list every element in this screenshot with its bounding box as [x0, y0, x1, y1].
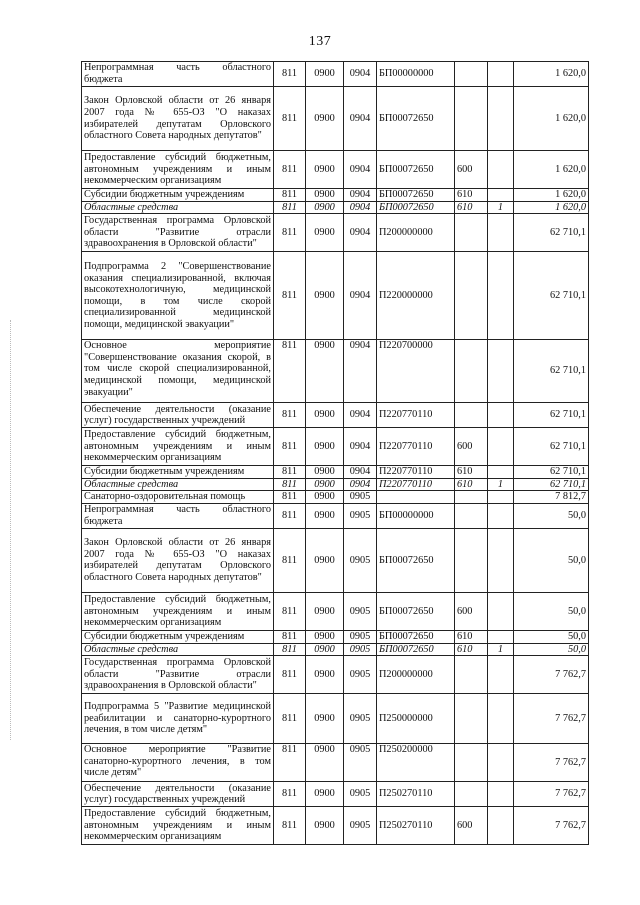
budget-table [81, 61, 589, 845]
row-grbs-code: 811 [274, 744, 306, 782]
row-name: Предоставление субсидий бюджетным, автономным учреждениям и иным некоммерческим организациям [82, 428, 274, 466]
row-expense-type [455, 656, 488, 694]
row-section-code: 0900 [306, 201, 344, 214]
row-subsection-code: 0904 [344, 403, 377, 428]
row-subsection-code: 0904 [344, 151, 377, 189]
row-target-article: БП00072650 [377, 630, 455, 643]
row-expense-type [455, 340, 488, 403]
row-grbs-code: 811 [274, 630, 306, 643]
row-grbs-code: 811 [274, 62, 306, 87]
row-section-code: 0900 [306, 744, 344, 782]
row-subsection-code: 0904 [344, 478, 377, 491]
row-subsection-code: 0905 [344, 503, 377, 528]
row-expense-type: 600 [455, 151, 488, 189]
table-row [82, 630, 589, 643]
row-expense-type: 610 [455, 189, 488, 202]
row-expense-type [455, 694, 488, 744]
row-grbs-code: 811 [274, 189, 306, 202]
row-target-article: БП00072650 [377, 201, 455, 214]
row-target-article: П250270110 [377, 782, 455, 807]
row-funding-source [488, 592, 514, 630]
row-amount: 62 710,1 [514, 466, 589, 479]
row-funding-source [488, 694, 514, 744]
row-funding-source [488, 807, 514, 845]
row-amount: 62 710,1 [514, 340, 589, 403]
row-grbs-code: 811 [274, 656, 306, 694]
row-name: Закон Орловской области от 26 января 2007 года № 655-ОЗ "О наказах избирателей депутатам Орловского областного Совета народных депутатов" [82, 528, 274, 592]
row-subsection-code: 0905 [344, 528, 377, 592]
table-row [82, 214, 589, 252]
row-grbs-code: 811 [274, 340, 306, 403]
row-amount: 7 762,7 [514, 807, 589, 845]
row-amount: 1 620,0 [514, 62, 589, 87]
row-name: Подпрограмма 5 "Развитие медицинской реабилитации и санаторно-курортного лечения, в том числе детям" [82, 694, 274, 744]
row-funding-source: 1 [488, 643, 514, 656]
row-section-code: 0900 [306, 782, 344, 807]
row-grbs-code: 811 [274, 201, 306, 214]
table-row [82, 151, 589, 189]
row-subsection-code: 0904 [344, 214, 377, 252]
table-row [82, 62, 589, 87]
table-row [82, 466, 589, 479]
table-row [82, 694, 589, 744]
page-number: 137 [308, 34, 332, 49]
row-grbs-code: 811 [274, 87, 306, 151]
row-grbs-code: 811 [274, 782, 306, 807]
row-amount: 62 710,1 [514, 403, 589, 428]
row-grbs-code: 811 [274, 643, 306, 656]
row-expense-type: 600 [455, 807, 488, 845]
row-expense-type [455, 214, 488, 252]
row-name: Субсидии бюджетным учреждениям [82, 630, 274, 643]
row-expense-type [455, 491, 488, 504]
row-name: Предоставление субсидий бюджетным, автономным учреждениям и иным некоммерческим организациям [82, 807, 274, 845]
row-amount: 1 620,0 [514, 87, 589, 151]
row-subsection-code: 0905 [344, 656, 377, 694]
row-funding-source [488, 491, 514, 504]
row-expense-type: 600 [455, 592, 488, 630]
row-section-code: 0900 [306, 151, 344, 189]
row-section-code: 0900 [306, 428, 344, 466]
row-amount: 1 620,0 [514, 201, 589, 214]
row-target-article: БП00072650 [377, 189, 455, 202]
row-amount: 50,0 [514, 643, 589, 656]
row-target-article: БП00072650 [377, 643, 455, 656]
row-funding-source [488, 62, 514, 87]
table-row [82, 252, 589, 340]
row-name: Санаторно-оздоровительная помощь [82, 491, 274, 504]
row-target-article: П250200000 [377, 744, 455, 782]
row-subsection-code: 0904 [344, 428, 377, 466]
row-name: Государственная программа Орловской области "Развитие отрасли здравоохранения в Орловской области" [82, 214, 274, 252]
row-expense-type [455, 62, 488, 87]
row-amount: 62 710,1 [514, 252, 589, 340]
row-section-code: 0900 [306, 528, 344, 592]
row-grbs-code: 811 [274, 592, 306, 630]
row-amount: 7 762,7 [514, 694, 589, 744]
row-subsection-code: 0904 [344, 62, 377, 87]
row-target-article: БП00000000 [377, 503, 455, 528]
row-funding-source [488, 782, 514, 807]
table-row [82, 478, 589, 491]
row-grbs-code: 811 [274, 807, 306, 845]
table-row [82, 201, 589, 214]
row-target-article: П200000000 [377, 656, 455, 694]
row-target-article: П250000000 [377, 694, 455, 744]
row-subsection-code: 0905 [344, 807, 377, 845]
table-row [82, 189, 589, 202]
row-expense-type [455, 782, 488, 807]
table-row [82, 528, 589, 592]
row-target-article: БП00072650 [377, 528, 455, 592]
scan-margin-dots [10, 320, 12, 740]
row-subsection-code: 0905 [344, 744, 377, 782]
row-funding-source [488, 403, 514, 428]
row-grbs-code: 811 [274, 151, 306, 189]
row-funding-source: 1 [488, 478, 514, 491]
row-amount: 62 710,1 [514, 428, 589, 466]
row-name: Непрограммная часть областного бюджета [82, 62, 274, 87]
row-target-article: БП00072650 [377, 592, 455, 630]
row-amount: 50,0 [514, 630, 589, 643]
row-expense-type: 610 [455, 630, 488, 643]
row-expense-type: 610 [455, 466, 488, 479]
row-subsection-code: 0905 [344, 694, 377, 744]
row-section-code: 0900 [306, 478, 344, 491]
row-target-article: П220770110 [377, 428, 455, 466]
row-section-code: 0900 [306, 340, 344, 403]
row-grbs-code: 811 [274, 694, 306, 744]
row-grbs-code: 811 [274, 428, 306, 466]
row-amount: 50,0 [514, 592, 589, 630]
row-amount: 1 620,0 [514, 151, 589, 189]
row-grbs-code: 811 [274, 503, 306, 528]
row-name: Подпрограмма 2 "Совершенствование оказания специализированной, включая высокотехнологичную, медицинской помощи, в том числе скорой специализированной медицинской помощи, медицинской эвакуации" [82, 252, 274, 340]
row-subsection-code: 0904 [344, 189, 377, 202]
table-row [82, 403, 589, 428]
row-amount: 7 812,7 [514, 491, 589, 504]
row-section-code: 0900 [306, 466, 344, 479]
row-subsection-code: 0905 [344, 630, 377, 643]
row-name: Обеспечение деятельности (оказание услуг) государственных учреждений [82, 403, 274, 428]
table-row [82, 503, 589, 528]
row-funding-source [488, 252, 514, 340]
row-target-article: БП00000000 [377, 62, 455, 87]
row-section-code: 0900 [306, 503, 344, 528]
table-row [82, 782, 589, 807]
row-name: Областные средства [82, 478, 274, 491]
row-expense-type [455, 503, 488, 528]
row-expense-type [455, 252, 488, 340]
row-name: Основное мероприятие "Совершенствование оказания скорой, в том числе скорой специализированной, медицинской помощи, медицинской эвакуации" [82, 340, 274, 403]
row-target-article [377, 491, 455, 504]
row-funding-source [488, 214, 514, 252]
row-name: Областные средства [82, 643, 274, 656]
row-grbs-code: 811 [274, 403, 306, 428]
row-funding-source [488, 428, 514, 466]
table-row [82, 87, 589, 151]
row-subsection-code: 0905 [344, 782, 377, 807]
row-target-article: П250270110 [377, 807, 455, 845]
table-row [82, 491, 589, 504]
row-amount: 7 762,7 [514, 782, 589, 807]
row-section-code: 0900 [306, 62, 344, 87]
table-row [82, 428, 589, 466]
row-subsection-code: 0904 [344, 466, 377, 479]
row-funding-source [488, 189, 514, 202]
row-target-article: П220770110 [377, 466, 455, 479]
table-row [82, 643, 589, 656]
row-section-code: 0900 [306, 252, 344, 340]
row-section-code: 0900 [306, 694, 344, 744]
row-name: Основное мероприятие "Развитие санаторно-курортного лечения, в том числе детям" [82, 744, 274, 782]
row-expense-type: 600 [455, 428, 488, 466]
row-subsection-code: 0905 [344, 491, 377, 504]
row-target-article: П220700000 [377, 340, 455, 403]
row-name: Государственная программа Орловской области "Развитие отрасли здравоохранения в Орловской области" [82, 656, 274, 694]
row-subsection-code: 0904 [344, 252, 377, 340]
row-target-article: П200000000 [377, 214, 455, 252]
row-expense-type [455, 528, 488, 592]
row-section-code: 0900 [306, 403, 344, 428]
row-section-code: 0900 [306, 592, 344, 630]
row-section-code: 0900 [306, 214, 344, 252]
row-name: Областные средства [82, 201, 274, 214]
row-grbs-code: 811 [274, 252, 306, 340]
row-expense-type: 610 [455, 201, 488, 214]
row-amount: 7 762,7 [514, 744, 589, 782]
row-section-code: 0900 [306, 87, 344, 151]
row-subsection-code: 0904 [344, 87, 377, 151]
row-amount: 62 710,1 [514, 214, 589, 252]
row-name: Непрограммная часть областного бюджета [82, 503, 274, 528]
row-section-code: 0900 [306, 807, 344, 845]
row-amount: 7 762,7 [514, 656, 589, 694]
row-amount: 1 620,0 [514, 189, 589, 202]
row-name: Предоставление субсидий бюджетным, автономным учреждениям и иным некоммерческим организациям [82, 151, 274, 189]
row-name: Обеспечение деятельности (оказание услуг) государственных учреждений [82, 782, 274, 807]
row-name: Закон Орловской области от 26 января 2007 года № 655-ОЗ "О наказах избирателей депутатам Орловского областного Совета народных депутатов" [82, 87, 274, 151]
row-section-code: 0900 [306, 189, 344, 202]
row-name: Субсидии бюджетным учреждениям [82, 189, 274, 202]
row-section-code: 0900 [306, 491, 344, 504]
row-subsection-code: 0904 [344, 201, 377, 214]
row-grbs-code: 811 [274, 528, 306, 592]
row-expense-type: 610 [455, 643, 488, 656]
budget-table-body [82, 62, 589, 845]
row-grbs-code: 811 [274, 491, 306, 504]
row-expense-type: 610 [455, 478, 488, 491]
row-name: Субсидии бюджетным учреждениям [82, 466, 274, 479]
row-funding-source [488, 151, 514, 189]
row-section-code: 0900 [306, 656, 344, 694]
table-row [82, 592, 589, 630]
row-funding-source [488, 528, 514, 592]
row-amount: 50,0 [514, 503, 589, 528]
row-expense-type [455, 403, 488, 428]
row-amount: 62 710,1 [514, 478, 589, 491]
table-row [82, 656, 589, 694]
row-subsection-code: 0904 [344, 340, 377, 403]
row-funding-source [488, 630, 514, 643]
row-target-article: П220770110 [377, 403, 455, 428]
row-funding-source [488, 466, 514, 479]
row-funding-source [488, 744, 514, 782]
row-subsection-code: 0905 [344, 643, 377, 656]
table-row [82, 807, 589, 845]
row-expense-type [455, 87, 488, 151]
row-target-article: БП00072650 [377, 151, 455, 189]
row-grbs-code: 811 [274, 478, 306, 491]
row-name: Предоставление субсидий бюджетным, автономным учреждениям и иным некоммерческим организациям [82, 592, 274, 630]
row-target-article: БП00072650 [377, 87, 455, 151]
row-funding-source: 1 [488, 201, 514, 214]
table-row [82, 744, 589, 782]
row-funding-source [488, 87, 514, 151]
table-row [82, 340, 589, 403]
row-funding-source [488, 340, 514, 403]
row-section-code: 0900 [306, 643, 344, 656]
row-target-article: П220770110 [377, 478, 455, 491]
row-section-code: 0900 [306, 630, 344, 643]
row-amount: 50,0 [514, 528, 589, 592]
row-grbs-code: 811 [274, 214, 306, 252]
row-funding-source [488, 503, 514, 528]
row-subsection-code: 0905 [344, 592, 377, 630]
row-funding-source [488, 656, 514, 694]
row-expense-type [455, 744, 488, 782]
row-target-article: П220000000 [377, 252, 455, 340]
row-grbs-code: 811 [274, 466, 306, 479]
